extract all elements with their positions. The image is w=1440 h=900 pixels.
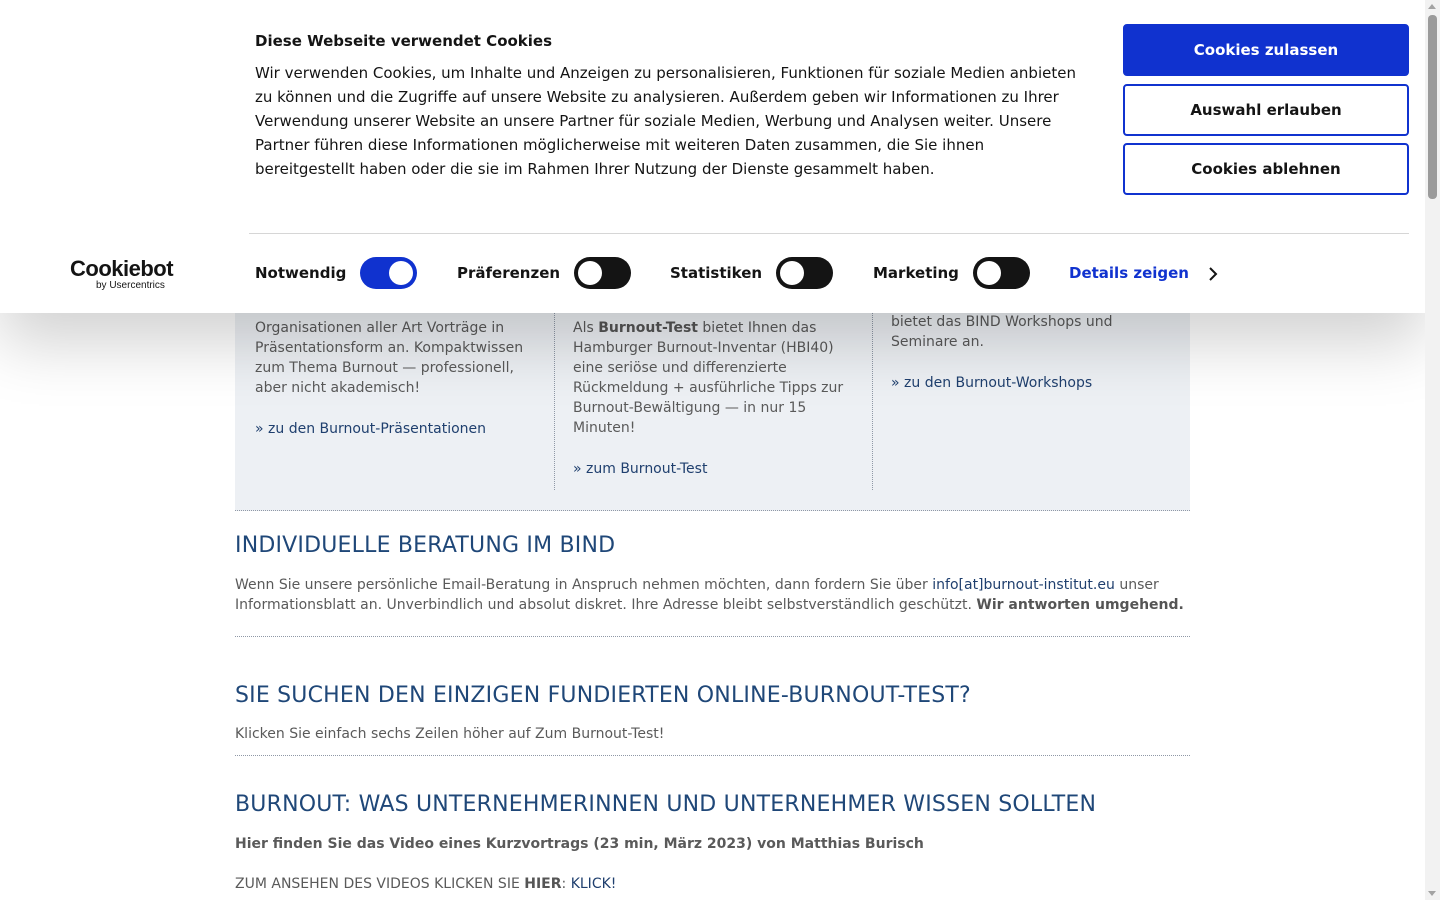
section-text: Wenn Sie unsere persönliche Email-Beratung in Anspruch nehmen möchten, dann fordern Sie über info[at]burnout-institut.eu unser Informationsblatt an. Unverbindlich und absolut diskret. Ihre Adresse bleibt selbstverständlich geschützt. Wir antworten umgehend. — [235, 577, 1184, 613]
column-divider — [554, 312, 555, 490]
divider — [235, 755, 1190, 756]
feature-test — [573, 292, 858, 490]
section-text: Klicken Sie einfach sechs Zeilen höher auf Zum Burnout-Test! — [235, 726, 665, 742]
toggle-knob — [977, 261, 1001, 285]
feature-presentations — [255, 292, 540, 490]
section-heading: INDIVIDUELLE BERATUNG IM BIND — [235, 533, 616, 558]
toggle-switch-statistics[interactable] — [776, 257, 833, 289]
cookiebot-sub: by Usercentrics — [96, 280, 165, 291]
feature-text: Organisationen aller Art Vorträge in Präsentationsform an. Kompaktwissen zum Thema Burnout — professionell, aber nicht akademisch! — [255, 320, 524, 396]
email-link[interactable]: info[at]burnout-institut.eu — [932, 577, 1115, 593]
section-beratung — [235, 533, 1190, 637]
feature-text: bietet das BIND Workshops und Seminare an. — [891, 314, 1113, 350]
video-link[interactable]: KLICK! — [570, 876, 617, 892]
presentations-link[interactable]: » zu den Burnout-Präsentationen — [255, 421, 487, 437]
toggle-label: Marketing — [873, 264, 959, 282]
toggle-knob — [578, 261, 602, 285]
cookie-banner — [0, 0, 1425, 313]
toggle-statistics — [670, 257, 833, 289]
feature-text: Als Burnout-Test bietet Ihnen das Hamburger Burnout-Inventar (HBI40) eine seriöse und differenzierte Rückmeldung + ausführliche Tipps zur Burnout-Bewältigung — in nur 15 Minuten! — [573, 320, 844, 436]
workshops-link[interactable]: » zu den Burnout-Workshops — [891, 375, 1093, 391]
toggle-label: Notwendig — [255, 264, 347, 282]
toggle-marketing — [873, 257, 1030, 289]
details-link[interactable]: Details zeigen — [1069, 264, 1189, 282]
toggle-preferences — [457, 257, 631, 289]
banner-text: Wir verwenden Cookies, um Inhalte und Anzeigen zu personalisieren, Funktionen für soziale Medien anbieten zu können und die Zugriffe auf unsere Website zu analysieren. Außerdem geben wir Informationen zu Ihrer Verwendung unserer Website an unsere Partner für soziale Medien, Werbung und Analysen weiter. Unsere Partner führen diese Informationen möglicherweise mit weiteren Daten zusammen, die Sie ihnen bereitgestellt haben oder die sie im Rahmen Ihrer Nutzung der Dienste gesammelt haben. — [255, 64, 1076, 178]
toggle-switch-preferences[interactable] — [574, 257, 631, 289]
toggle-switch-necessary[interactable] — [360, 257, 417, 289]
scroll-up-arrow-icon[interactable] — [1428, 4, 1436, 9]
feature-workshops — [891, 292, 1176, 490]
burnout-test-link[interactable]: » zum Burnout-Test — [573, 461, 708, 477]
toggle-switch-marketing[interactable] — [973, 257, 1030, 289]
section-video — [235, 792, 1190, 894]
deny-cookies-button[interactable]: Cookies ablehnen — [1123, 143, 1409, 195]
banner-title: Diese Webseite verwendet Cookies — [255, 32, 553, 50]
column-divider — [872, 312, 873, 490]
cookiebot-logo[interactable] — [70, 257, 174, 291]
chevron-right-icon[interactable] — [1207, 265, 1219, 283]
scroll-down-arrow-icon[interactable] — [1428, 891, 1436, 896]
toggle-label: Präferenzen — [457, 264, 561, 282]
scrollbar[interactable] — [1425, 0, 1440, 900]
toggle-knob — [389, 261, 413, 285]
section-test — [235, 683, 1190, 756]
section-heading: BURNOUT: WAS UNTERNEHMERINNEN UND UNTERNEHMER WISSEN SOLLTEN — [235, 792, 1097, 817]
scroll-thumb[interactable] — [1428, 15, 1437, 199]
divider — [235, 636, 1190, 637]
toggle-knob — [780, 261, 804, 285]
banner-divider — [249, 233, 1409, 234]
allow-all-cookies-button[interactable]: Cookies zulassen — [1123, 24, 1409, 76]
video-intro: Hier finden Sie das Video eines Kurzvortrags (23 min, März 2023) von Matthias Burisch — [235, 836, 924, 852]
toggle-label: Statistiken — [670, 264, 763, 282]
section-heading: SIE SUCHEN DEN EINZIGEN FUNDIERTEN ONLINE-BURNOUT-TEST? — [235, 683, 971, 708]
cookiebot-name: Cookiebot — [70, 256, 174, 281]
allow-selection-button[interactable]: Auswahl erlauben — [1123, 84, 1409, 136]
video-cta: ZUM ANSEHEN DES VIDEOS KLICKEN SIE HIER: KLICK! — [235, 876, 617, 892]
toggle-necessary — [255, 257, 417, 289]
feature-band — [235, 292, 1190, 511]
